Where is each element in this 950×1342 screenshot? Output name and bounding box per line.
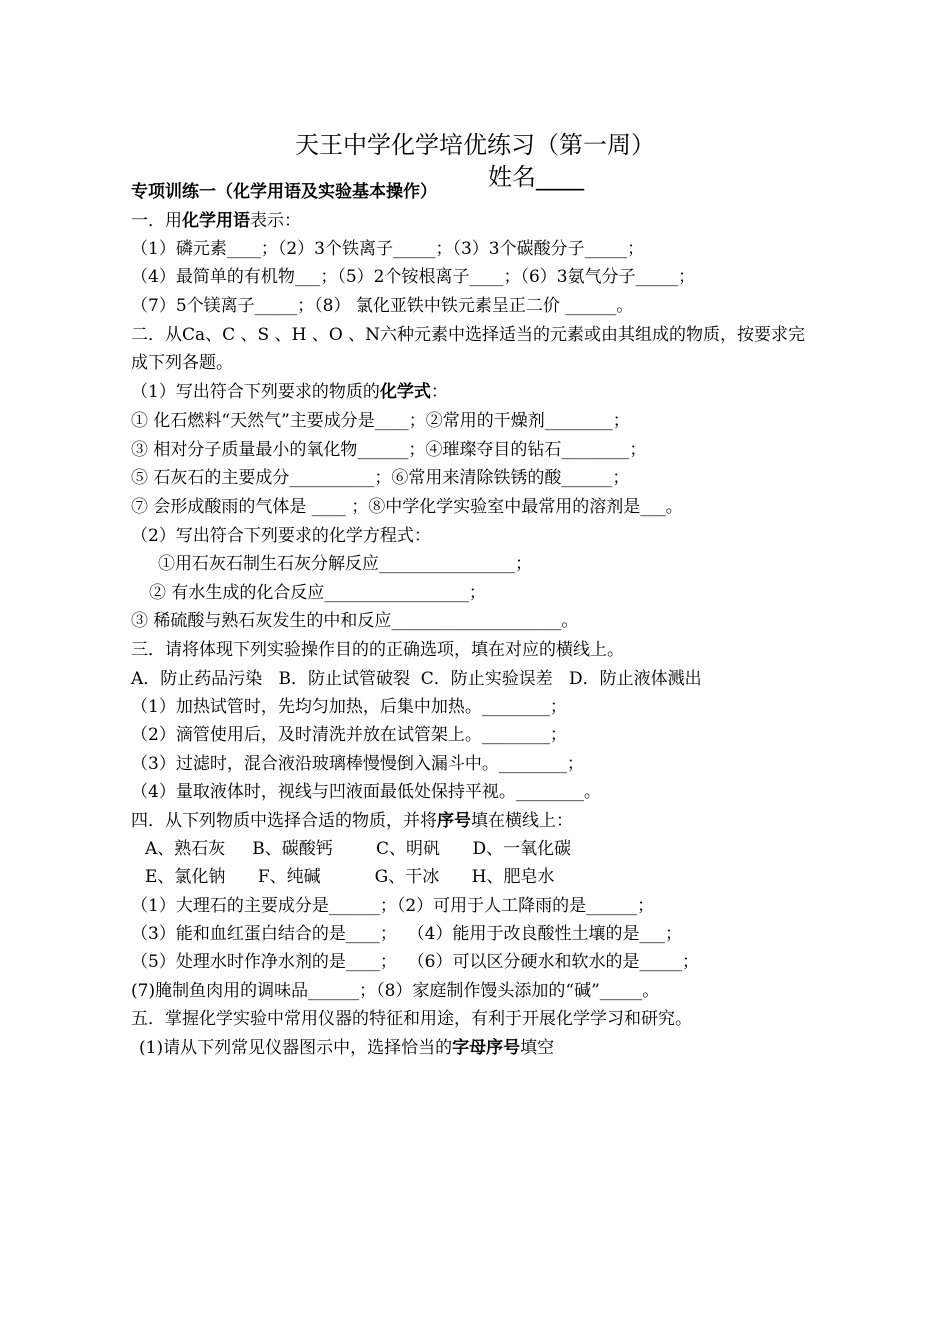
question-line: （1）加热试管时，先均匀加热，后集中加热。________； [131,697,567,717]
question-line: 五．掌握化学实验中常用仪器的特征和用途，有利于开展化学学习和研究。 [131,1009,692,1029]
question-line: （4）最简单的有机物___；（5）2个铵根离子____；（6）3氨气分子_____； [131,267,696,287]
emphasis-text: 序号 [437,811,471,831]
question-line: （3）能和血红蛋白结合的是____； （4）能用于改良酸性土壤的是___； [131,924,682,944]
question-line: ② 有水生成的化合反应_________________； [149,583,486,603]
question-line: （2）滴管使用后，及时清洗并放在试管架上。________； [131,725,567,745]
emphasis-text: 化学式 [379,382,431,402]
line-text: 填空 [520,1038,555,1058]
line-text: (1)请从下列常见仪器图示中，选择恰当的 [139,1038,453,1058]
question-line: ⑤ 石灰石的主要成分__________；⑥常用来清除铁锈的酸______； [131,468,630,488]
question-line: ⑦ 会形成酸雨的气体是 ____ ；⑧中学化学实验室中最常用的溶剂是___。 [131,497,683,517]
question-line: (7)腌制鱼肉用的调味品______；（8）家庭制作馒头添加的“碱”_____。 [131,981,660,1001]
question-line: A、熟石灰 B、碳酸钙 C、明矾 D、一氧化碳 [145,839,572,859]
question-line: （5）处理水时作净水剂的是____； （6）可以区分硬水和软水的是_____； [131,952,699,972]
question-line: E、氯化钠 F、纯碱 G、干冰 H、肥皂水 [145,867,555,887]
page-title: 天王中学化学培优练习（第一周） [295,131,655,159]
line-text: 填在横线上： [471,811,573,831]
question-line: （2）写出符合下列要求的化学方程式： [131,526,431,546]
line-text: 一．用 [131,211,182,231]
question-line [131,378,448,406]
question-line: （4）量取液体时，视线与凹液面最低处保持平视。________。 [131,782,601,802]
section-heading: 专项训练一（化学用语及实验基本操作） [131,182,437,202]
emphasis-text: 化学用语 [182,211,250,231]
question-line: ③ 稀硫酸与熟石灰发生的中和反应____________________。 [131,611,579,631]
question-line: ③ 相对分子质量最小的氧化物______；④璀璨夺目的钻石________； [131,440,647,460]
question-line: （1）磷元素____；（2）3个铁离子_____；（3）3个碳酸分子_____； [131,239,645,259]
emphasis-text: 字母序号 [452,1038,521,1058]
question-line: 二．从Ca、C 、S 、H 、O 、N六种元素中选择适当的元素或由其组成的物质，按要求完 [131,325,806,345]
question-line: ①用石灰石制生石灰分解反应________________； [158,554,532,574]
line-text: 表示： [250,211,301,231]
question-line: （1）大理石的主要成分是______；（2）可用于人工降雨的是______； [131,896,655,916]
question-line: ① 化石燃料“天然气”主要成分是____；②常用的干燥剂________； [131,411,630,431]
question-line: 三．请将体现下列实验操作目的的正确选项，填在对应的横线上。 [131,640,624,660]
question-line [139,1034,554,1062]
question-line [131,807,573,835]
line-text: 四．从下列物质中选择合适的物质，并将 [131,811,437,831]
question-line: （3）过滤时，混合液沿玻璃棒慢慢倒入漏斗中。________； [131,754,584,774]
question-line [131,207,301,235]
name-field-label: 姓名____ [488,163,584,191]
question-line: 成下列各题。 [131,353,233,373]
line-text: （1）写出符合下列要求的物质的 [131,382,380,402]
line-text: ： [430,382,448,402]
question-line: A．防止药品污染 B．防止试管破裂 C．防止实验误差 D．防止液体溅出 [131,669,702,689]
question-line: （7）5个镁离子_____；（8） 氯化亚铁中铁元素呈正二价 ______。 [131,296,634,316]
